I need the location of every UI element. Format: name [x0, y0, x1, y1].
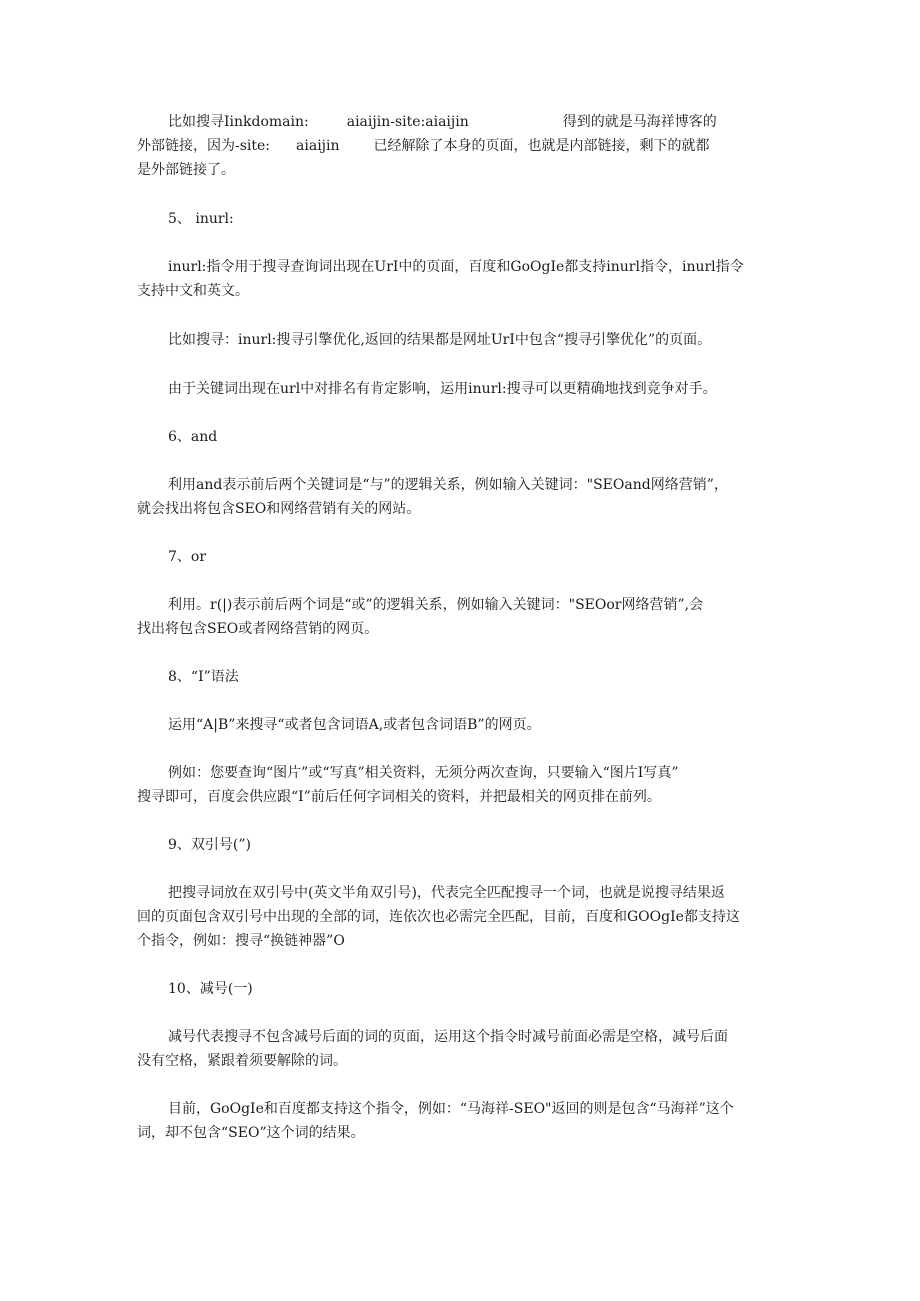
paragraph-inurl-description [137, 255, 787, 303]
text-line: 6、and [168, 429, 218, 445]
paragraph-or-description [137, 593, 787, 641]
paragraph-and-description [137, 473, 787, 521]
paragraph-minus-description [137, 1025, 787, 1073]
paragraph-inurl-ranking [137, 377, 787, 401]
text-line: 词，却不包含“SEO”这个词的结果。 [137, 1125, 365, 1141]
heading-5-inurl [137, 207, 787, 231]
text-line: 是外部链接了。 [137, 162, 235, 178]
paragraph-linkdomain-example [137, 110, 787, 182]
text-run: 比如搜寻Iinkdomain: [168, 114, 309, 130]
text-run: 外部链接，因为-site: [137, 138, 271, 154]
text-line: 5、 inurl: [168, 211, 234, 227]
heading-7-or [137, 545, 787, 569]
text-line: 利用。r(|)表示前后两个词是“或”的逻辑关系，例如输入关键词："SEOor网络营销”,会 [168, 597, 704, 613]
text-run: 得到的就是马海祥博客的 [562, 114, 717, 130]
text-line: 7、or [168, 549, 207, 565]
text-line: 比如搜寻：inurl:搜寻引擎优化,返回的结果都是网址UrI中包含“搜寻引擎优化”的页面。 [168, 332, 712, 348]
text-line: 就会找出将包含SEO和网络营销有关的网站。 [137, 501, 421, 517]
paragraph-minus-example [137, 1097, 787, 1145]
text-line: 把搜寻词放在双引号中(英文半角双引号)，代表完全匹配搜寻一个词，也就是说搜寻结果返 [168, 885, 725, 901]
text-line: 找出将包含SEO或者网络营销的网页。 [137, 621, 379, 637]
text-line: 运用“A|B”来搜寻“或者包含词语A,或者包含词语B”的网页。 [168, 717, 541, 733]
heading-10-minus [137, 977, 787, 1001]
text-line: 由于关键词出现在url中对排名有肯定影响，运用inurl:搜寻可以更精确地找到竞争对手。 [168, 381, 717, 397]
text-line: 8、“I”语法 [168, 669, 239, 685]
text-line: 例如：您要查询“图片”或“写真”相关资料，无须分两次查询，只要输入“图片I写真” [168, 765, 679, 781]
text-line [137, 110, 787, 134]
text-run: aiaijin [296, 138, 340, 154]
text-line: 支持中文和英文。 [137, 283, 249, 299]
paragraph-pipe-usage [137, 713, 787, 737]
paragraph-inurl-example [137, 328, 787, 352]
heading-8-pipe-syntax [137, 665, 787, 689]
text-line: 利用and表示前后两个关键词是“与”的逻辑关系，例如输入关键词："SEOand网络营销”， [168, 477, 728, 493]
text-line: 减号代表搜寻不包含减号后面的词的页面，运用这个指令时减号前面必需是空格，减号后面 [168, 1029, 728, 1045]
heading-9-quotes [137, 833, 787, 857]
text-run: 已经解除了本身的页面，也就是内部链接，剩下的就都 [373, 138, 710, 154]
paragraph-pipe-example [137, 761, 787, 809]
text-line: 目前，GoOgIe和百度都支持这个指令，例如：“马海祥-SEO"返回的则是包含“马海祥”这个 [168, 1101, 734, 1117]
text-run: aiaijin-site:aiaijin [346, 114, 469, 130]
text-line: inurl:指令用于搜寻查询词出现在UrI中的页面，百度和GoOgIe都支持inurl指令，inurl指令 [168, 259, 744, 275]
text-line: 个指令，例如：搜寻“换链神器”O [137, 933, 345, 949]
paragraph-quotes-description [137, 881, 787, 953]
text-line: 回的页面包含双引号中出现的全部的词，连依次也必需完全匹配，目前，百度和GOOgIe都支持这 [137, 909, 740, 925]
text-line: 搜寻即可，百度会供应跟“I”前后任何字词相关的资料，并把最相关的网页排在前列。 [137, 789, 661, 805]
text-line: 10、减号(一) [168, 981, 253, 997]
text-line: 没有空格，紧跟着须要解除的词。 [137, 1053, 347, 1069]
heading-6-and [137, 425, 787, 449]
text-line [137, 134, 787, 158]
text-line: 9、双引号(”) [168, 837, 251, 853]
